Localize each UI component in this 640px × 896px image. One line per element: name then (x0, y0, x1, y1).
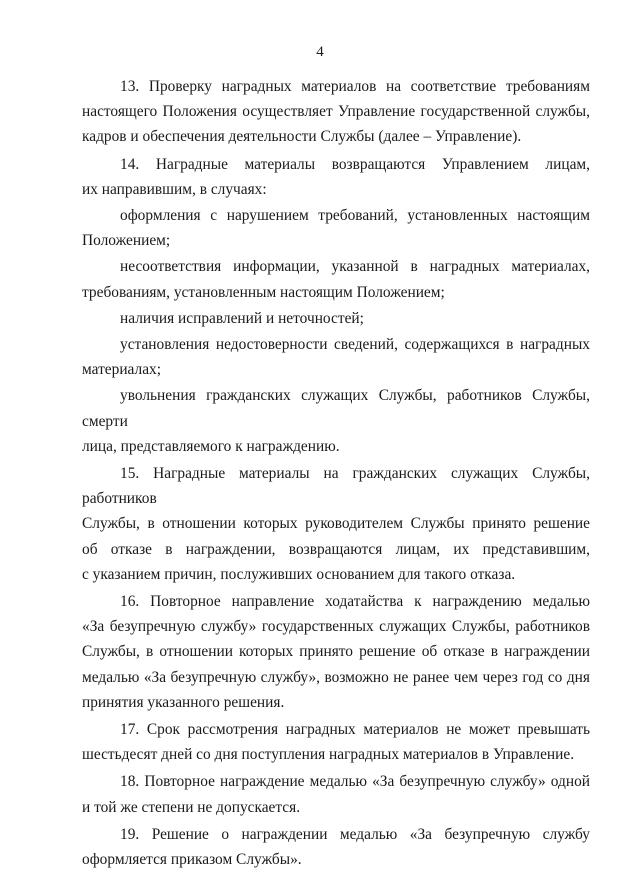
text-line: увольнения гражданских служащих Службы, работников Службы, смерти (82, 387, 590, 430)
text-line: оформляется приказом Службы». (82, 851, 302, 869)
text-line: 18. Повторное награждение медалью «За безупречную службу» одной (120, 773, 590, 791)
text-line: несоответствия информации, указанной в наградных материалах, (120, 258, 590, 276)
text-line: материалах; (82, 361, 162, 379)
paragraph (82, 306, 590, 331)
text-line: об отказе в награждении, возвращаются лицам, их представившим, (82, 540, 590, 558)
text-line: Положением; (82, 232, 171, 250)
text-line: 15. Наградные материалы на гражданских служащих Службы, работников (82, 465, 590, 508)
text-line: 14. Наградные материалы возвращаются Управлением лицам, (120, 155, 590, 173)
paragraph (82, 717, 590, 767)
text-line: требованиям, установленным настоящим Положением; (82, 283, 445, 301)
paragraph (82, 74, 590, 150)
text-line: кадров и обеспечения деятельности Службы (далее – Управление). (82, 128, 522, 146)
text-line: 19. Решение о награждении медалью «За безупречную службу (120, 825, 590, 843)
text-line: 13. Проверку наградных материалов на соответствие требованиям (120, 78, 590, 95)
page-number: 4 (316, 44, 324, 60)
paragraph (82, 589, 590, 715)
text-line: их направившим, в случаях: (82, 180, 267, 198)
paragraph (82, 383, 590, 459)
text-line: Службы, в отношении которых принято решение об отказе в награждении (82, 643, 590, 661)
text-line: «За безупречную службу» государственных служащих Службы, работников (82, 618, 590, 636)
paragraph (82, 769, 590, 819)
text-line: медалью «За безупречную службу», возможно не ранее чем через год со дня (82, 668, 590, 686)
text-line: 16. Повторное направление ходатайства к награждению медалью (120, 593, 590, 611)
text-line: установления недостоверности сведений, содержащихся в наградных (120, 336, 590, 354)
text-line: Службы, в отношении которых руководителем Службы принято решение (82, 515, 590, 533)
text-line: настоящего Положения осуществляет Управление государственной службы, (82, 103, 590, 121)
text-line: оформления с нарушением требований, установленных настоящим (120, 207, 590, 225)
paragraph (82, 203, 590, 253)
paragraph (82, 461, 590, 587)
text-line: лица, представляемого к награждению. (82, 437, 340, 455)
text-line: с указанием причин, послуживших основанием для такого отказа. (82, 565, 516, 583)
text-line: и той же степени не допускается. (82, 798, 301, 816)
text-line: шестьдесят дней со дня поступления наградных материалов в Управление. (82, 746, 575, 764)
paragraph (82, 822, 590, 872)
paragraph (82, 254, 590, 304)
text-line: наличия исправлений и неточностей; (120, 309, 364, 327)
text-line: принятия указанного решения. (82, 693, 285, 711)
text-line: 17. Срок рассмотрения наградных материалов не может превышать (120, 721, 590, 739)
paragraph (82, 332, 590, 382)
document-body (82, 74, 590, 872)
paragraph (82, 152, 590, 202)
